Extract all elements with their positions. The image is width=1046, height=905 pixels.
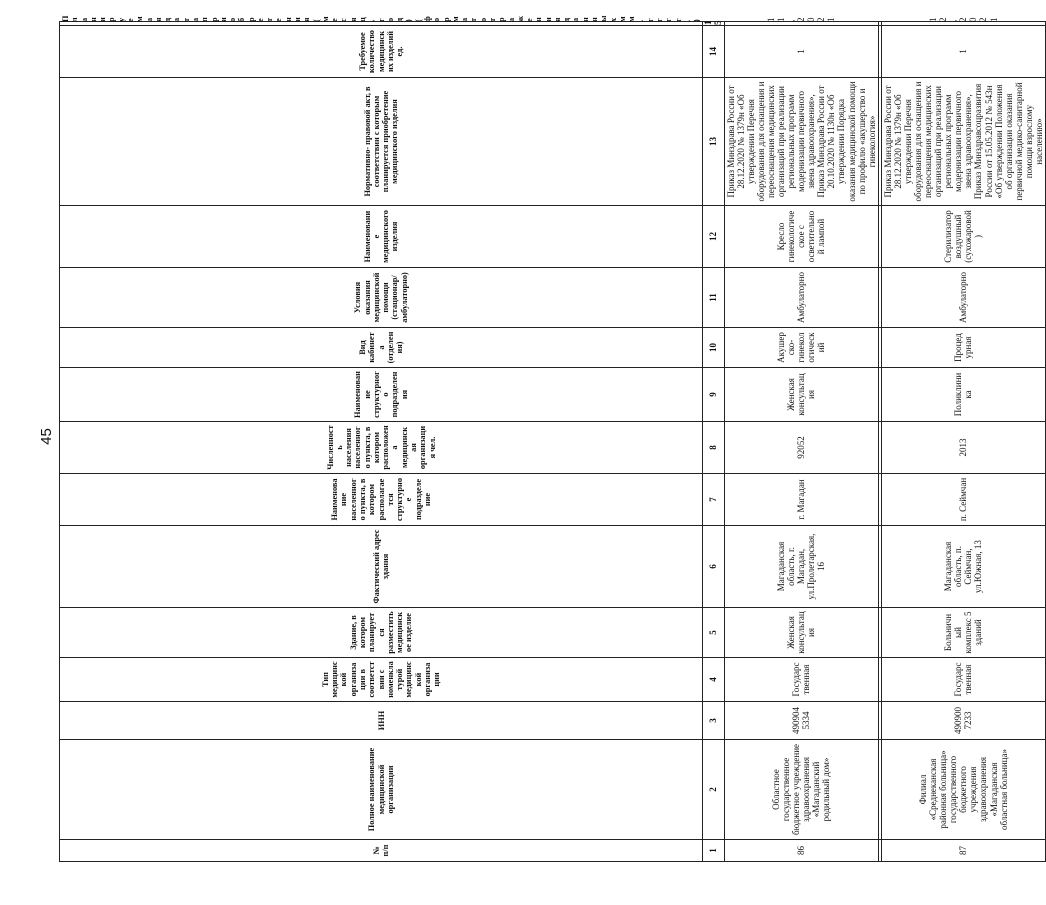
column-number: 4: [703, 658, 724, 702]
column-number: 2: [703, 740, 724, 840]
population: 2013: [881, 422, 1045, 474]
address: Магаданская область, п. Сеймчан, ул.Южная, 13: [881, 526, 1045, 608]
header-col-9: Наименование структурного подразделения: [60, 368, 703, 422]
legal-act: Приказ Минздрава России от 28.12.2020 № 1379н «Об утверждении Перечня оборудования для оснащения и переоснащения медицинских организаций при реализации региональных программ модернизации первичного звена здравоохранения», Приказ Минздрава России от 20.10.2020 № 1130н «Об утверждении Порядка оказания медицинской помощи по профилю «акушерство и гинекология»: [724, 78, 878, 206]
header-col-14: Требуемое количество медицинских изделий ед.: [60, 26, 703, 78]
office-type: Акушерско-гинекологический: [724, 328, 878, 368]
device-name: Кресло гинекологическое с осветительной лампой: [724, 206, 878, 268]
header-col-5: Здание, в котором планируется разместить медицинское изделие: [60, 608, 703, 658]
header-col-8: Численность населения населенного пункта, в котором расположена медицинская организация чел.: [60, 422, 703, 474]
header-col-15: Планируемая дата приобретения (месяц, год) (формат отражения данных мм. гггг.): [60, 22, 703, 26]
header-col-7: Наименование населенного пункта, в котором располагается структурное подразделение: [60, 474, 703, 526]
population: 92052: [724, 422, 878, 474]
row-number: 86: [724, 840, 878, 862]
column-number: 6: [703, 526, 724, 608]
organization-type: Государственная: [724, 658, 878, 702]
rotated-table-container: [59, 15, 1044, 862]
care-conditions: Амбулаторно: [881, 268, 1045, 328]
header-col-11: Условия оказания медицинской помощи (стационар/амбулаторно): [60, 268, 703, 328]
header-col-4: Тип медицинской организации в соответствии с номенклатурой медицинской организации: [60, 658, 703, 702]
column-number: 8: [703, 422, 724, 474]
header-col-12: Наименование медицинского изделия: [60, 206, 703, 268]
header-col-6: Фактический адрес здания: [60, 526, 703, 608]
page-number: 45: [37, 428, 55, 445]
care-conditions: Амбулаторно: [724, 268, 878, 328]
equipment-table: [59, 15, 1046, 862]
quantity: 1: [881, 26, 1045, 78]
column-number: 3: [703, 702, 724, 740]
division: Поликлиника: [881, 368, 1045, 422]
header-col-1: № п/п: [60, 840, 703, 862]
office-type: Процедурная: [881, 328, 1045, 368]
building: Больничный комплекс 5 зданий: [881, 608, 1045, 658]
table-row: [724, 22, 878, 862]
organization-name: Областное государственное бюджетное учреждение здравоохранения «Магаданский родильный дом»: [724, 740, 878, 840]
building: Женская консультация: [724, 608, 878, 658]
column-number: 12: [703, 206, 724, 268]
device-name: Стерилизатор воздушный (сухожаровой): [881, 206, 1045, 268]
quantity: 1: [724, 26, 878, 78]
inn: 4909045334: [724, 702, 878, 740]
header-col-3: ИНН: [60, 702, 703, 740]
settlement: г. Магадан: [724, 474, 878, 526]
settlement: п. Сеймчан: [881, 474, 1045, 526]
purchase-date: 12,2021: [881, 22, 1045, 26]
header-col-10: Вид кабинета (отделения): [60, 328, 703, 368]
legal-act: Приказ Минздрава России от 28.12.2020 № 1379н «Об утверждении Перечня оборудования для оснащения и переоснащения медицинских организаций при реализации региональных программ модернизации первичного звена здравоохранения», Приказ Минздравсоцразвития России от 15.05.2012 № 543н «Об утверждении Положения об организации оказания первичной медико-санитарной помощи взрослому населению»: [881, 78, 1045, 206]
header-col-2: Полное наименование медицинской организации: [60, 740, 703, 840]
organization-name: Филиал «Среднеканская районная больница» государственного бюджетного учреждения здравоохранения «Магаданская областная больница»: [881, 740, 1045, 840]
column-number: 1: [703, 840, 724, 862]
organization-type: Государственная: [881, 658, 1045, 702]
column-number-row: [703, 22, 724, 862]
column-number: 5: [703, 608, 724, 658]
column-number: 7: [703, 474, 724, 526]
column-number: 13: [703, 78, 724, 206]
row-number: 87: [881, 840, 1045, 862]
header-row: [60, 22, 703, 862]
header-col-13: Нормативно- правовой акт, в соответствии с которым планируется приобретение медицинского изделия: [60, 78, 703, 206]
address: Магаданская область, г. Магадан, ул.Пролетарская, 16: [724, 526, 878, 608]
column-number: 10: [703, 328, 724, 368]
inn: 4909007233: [881, 702, 1045, 740]
column-number: 11: [703, 268, 724, 328]
division: Женская консультация: [724, 368, 878, 422]
column-number: 15: [703, 20, 724, 25]
column-number: 14: [703, 26, 724, 78]
purchase-date: 11,2021: [724, 22, 878, 26]
table-row: [881, 22, 1045, 862]
column-number: 9: [703, 368, 724, 422]
